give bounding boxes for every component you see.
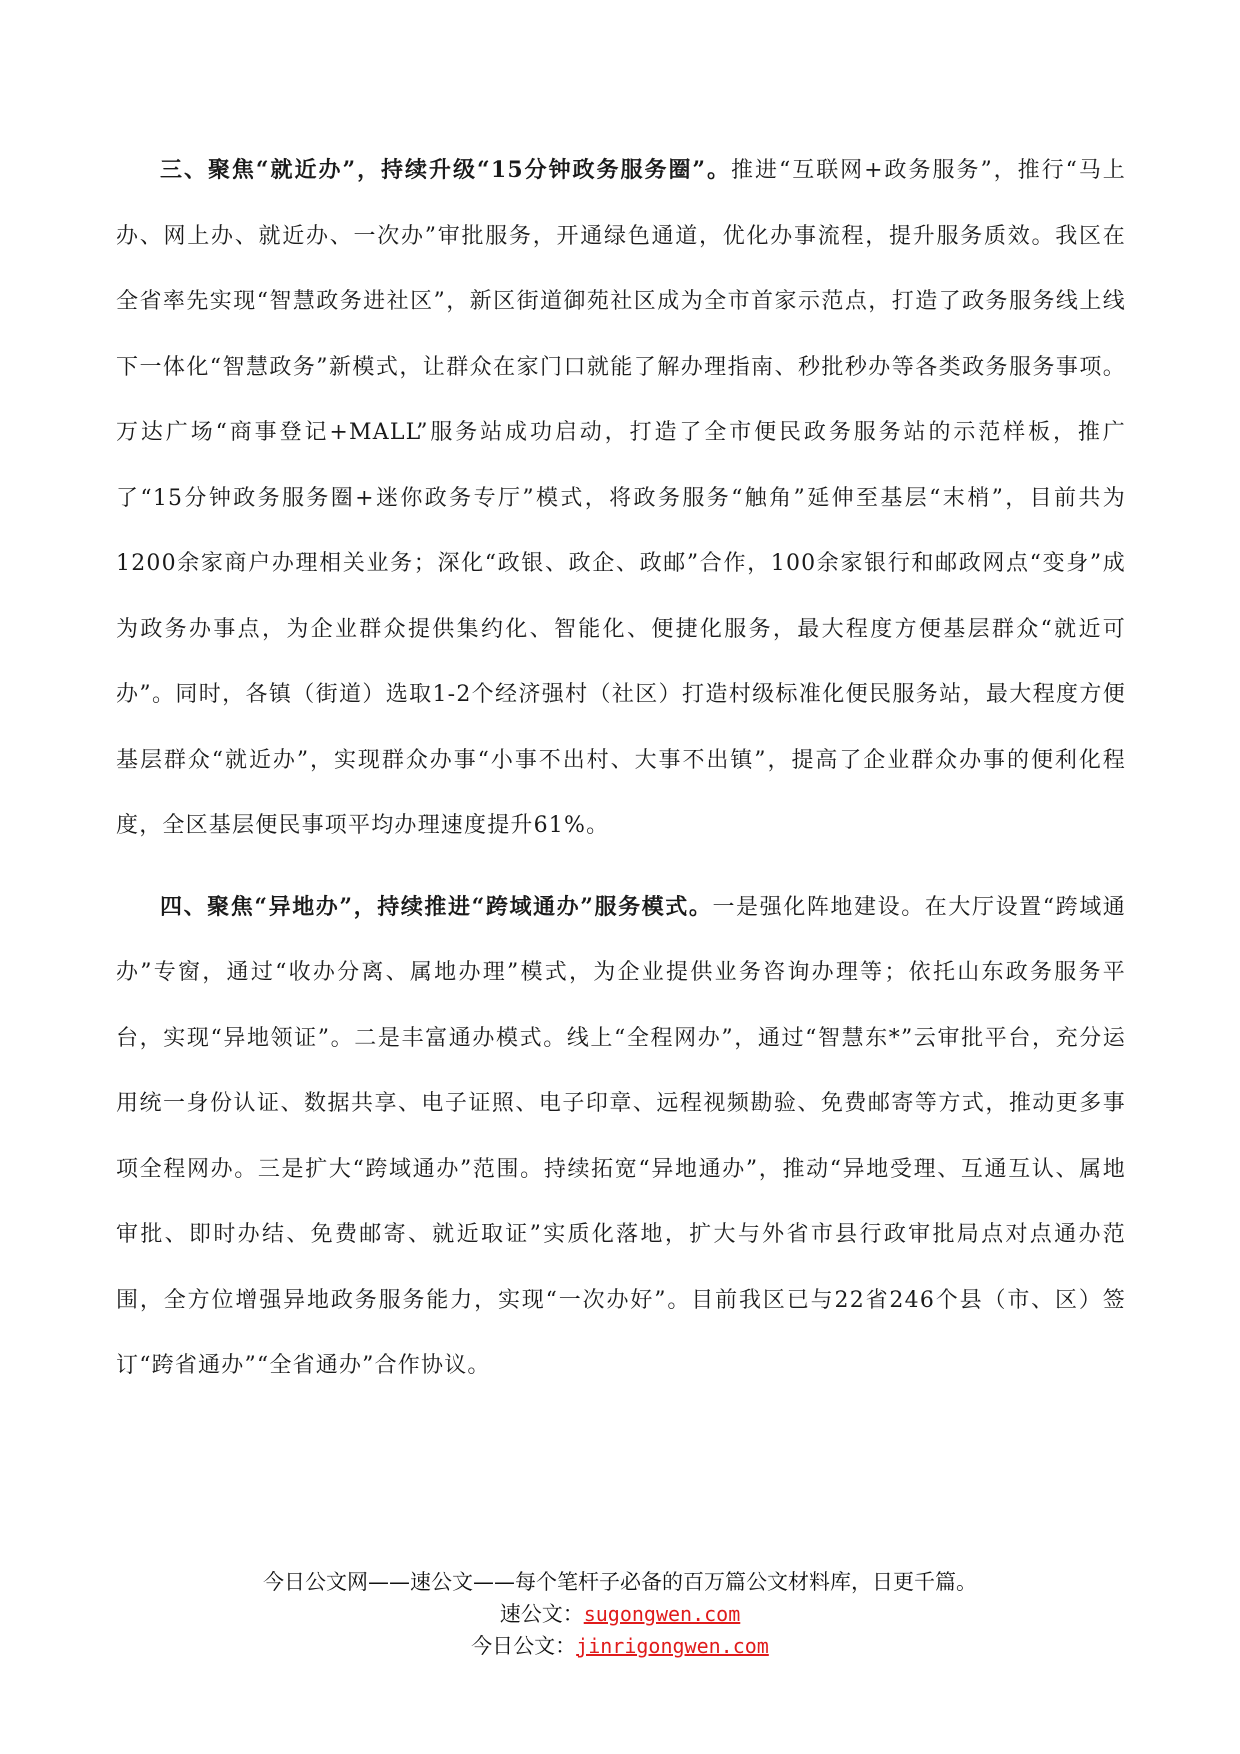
paragraph-section-4	[116, 875, 1126, 1399]
document-body	[116, 138, 1126, 1399]
section-3-heading: 三、聚焦“就近办”，持续升级“15分钟政务服务圈”。	[160, 157, 732, 183]
sugongwen-link[interactable]: sugongwen.com	[583, 1602, 741, 1626]
footer-link-1-label: 速公文：	[499, 1602, 584, 1626]
section-4-heading: 四、聚焦“异地办”，持续推进“跨域通办”服务模式。	[160, 893, 713, 920]
footer-link-2-label: 今日公文：	[471, 1634, 577, 1658]
footer-link-row-1	[0, 1598, 1240, 1630]
footer-ad	[0, 1566, 1240, 1662]
section-3-text: 推进“互联网+政务服务”，推行“马上办、网上办、就近办、一次办”审批服务，开通绿色通道，优化办事流程，提升服务质效。我区在全省率先实现“智慧政务进社区”，新区街道御苑社区成为全市首家示范点，打造了政务服务线上线下一体化“智慧政务”新模式，让群众在家门口就能了解办理指南、秒批秒办等各类政务服务事项。万达广场“商事登记+MALL”服务站成功启动，打造了全市便民政务服务站的示范样板，推广了“15分钟政务服务圈+迷你政务专厅”模式，将政务服务“触角”延伸至基层“末梢”，目前共为1200余家商户办理相关业务；深化“政银、政企、政邮”合作，100余家银行和邮政网点“变身”成为政务办事点，为企业群众提供集约化、智能化、便捷化服务，最大程度方便基层群众“就近可办”。同时，各镇（街道）选取1-2个经济强村（社区）打造村级标准化便民服务站，最大程度方便基层群众“就近办”，实现群众办事“小事不出村、大事不出镇”，提高了企业群众办事的便利化程度，全区基层便民事项平均办理速度提升61%。	[116, 158, 1127, 838]
section-4-text: 一是强化阵地建设。在大厅设置“跨域通办”专窗，通过“收办分离、属地办理”模式，为企业提供业务咨询办理等；依托山东政务服务平台，实现“异地领证”。二是丰富通办模式。线上“全程网办”，通过“智慧东*”云审批平台，充分运用统一身份认证、数据共享、电子证照、电子印章、远程视频勘验、免费邮寄等方式，推动更多事项全程网办。三是扩大“跨域通办”范围。持续拓宽“异地通办”，推动“异地受理、互通互认、属地审批、即时办结、免费邮寄、就近取证”实质化落地，扩大与外省市县行政审批局点对点通办范围，全方位增强异地政务服务能力，实现“一次办好”。目前我区已与22省246个县（市、区）签订“跨省通办”“全省通办”合作协议。	[116, 894, 1126, 1378]
footer-link-row-2	[0, 1630, 1240, 1662]
paragraph-section-3	[116, 138, 1126, 859]
footer-slogan: 今日公文网——速公文——每个笔杆子必备的百万篇公文材料库，日更千篇。	[263, 1570, 977, 1594]
jinrigongwen-link[interactable]: jinrigongwen.com	[576, 1634, 769, 1658]
